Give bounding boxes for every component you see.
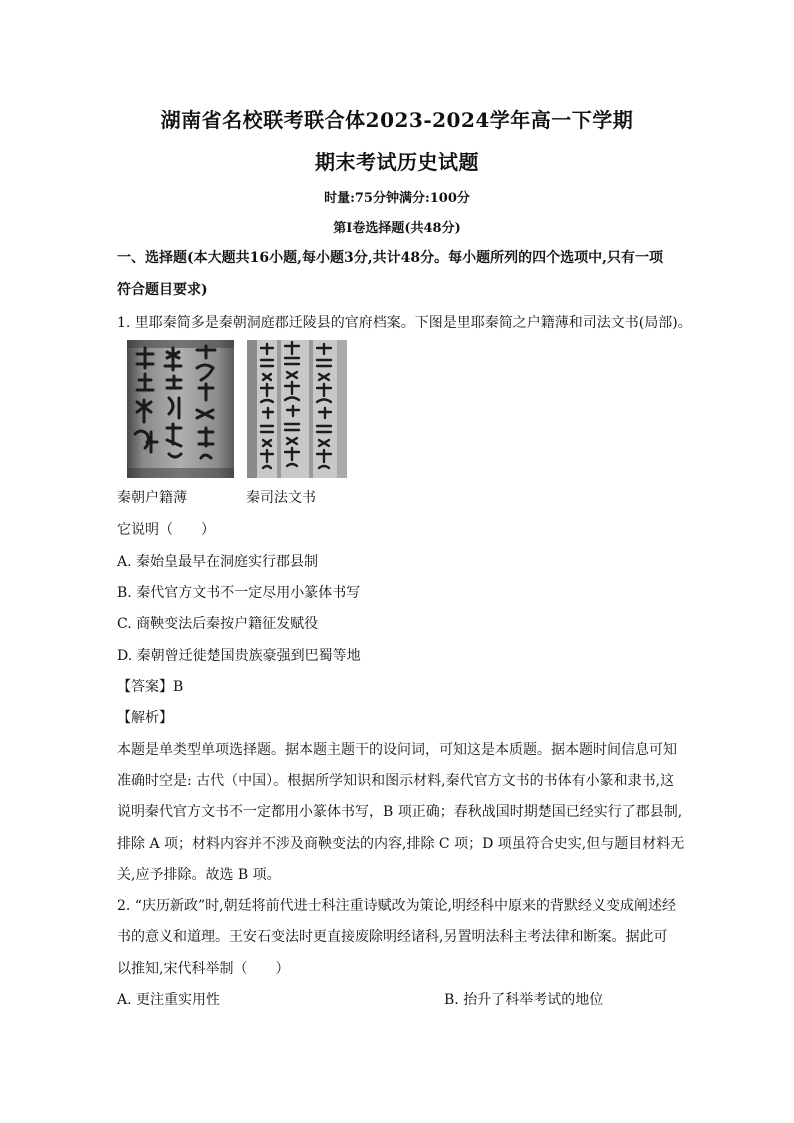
bamboo-slips-figure [127, 340, 349, 478]
household-register-slip-image [127, 340, 234, 478]
time-score-info: 时量:75分钟满分:100分 [324, 191, 470, 206]
analysis-line-2: 准确时空是: 古代（中国）。根据所学知识和图示材料,秦代官方文书的书体有小篆和隶书,这 [117, 773, 675, 789]
analysis-line-1: 本题是单类型单项选择题。据本题主题干的设问词，可知这是本质题。据本题时间信息可知 [117, 742, 677, 758]
analysis-line-4: 排除 A 项；材料内容并不涉及商鞅变法的内容,排除 C 项；D 项虽符合史实,但与题目材料无 [117, 836, 685, 852]
question-2-stem-line-2: 书的意义和道理。王安石变法时更直接废除明经诸科,另置明法科主考法律和断案。据此可 [117, 929, 668, 945]
analysis-line-3: 说明秦代官方文书不一定都用小篆体书写，B 项正确；春秋战国时期楚国已经实行了郡县制, [117, 804, 683, 820]
question-2-option-a: A. 更注重实用性 [117, 992, 221, 1008]
question-1-option-d: D. 秦朝曾迁徙楚国贵族豪强到巴蜀等地 [117, 648, 361, 664]
judicial-document-slip-image [247, 340, 347, 478]
question-2-stem-line-3: 以推知,宋代科举制（ ） [117, 961, 290, 977]
exam-subtitle: 期末考试历史试题 [315, 150, 479, 174]
exam-title: 湖南省名校联考联合体2023-2024学年高一下学期 [160, 108, 634, 132]
question-1-analysis-label: 【解析】 [117, 710, 173, 726]
question-1-option-c: C. 商鞅变法后秦按户籍征发赋役 [117, 616, 319, 632]
figure-caption-household-register: 秦朝户籍薄 [117, 490, 187, 506]
question-1-prompt: 它说明（ ） [117, 522, 215, 538]
figure-caption-judicial-document: 秦司法文书 [246, 490, 316, 506]
question-2-stem-line-1: 2. “庆历新政”时,朝廷将前代进士科注重诗赋改为策论,明经科中原来的背默经义变成阐述经 [117, 898, 677, 914]
question-1-answer: 【答案】B [117, 679, 184, 695]
question-1-stem: 1. 里耶秦简多是秦朝洞庭郡迁陵县的官府档案。下图是里耶秦简之户籍薄和司法文书(局部)。 [117, 315, 692, 331]
question-1-option-b: B. 秦代官方文书不一定尽用小篆体书写 [117, 585, 361, 601]
section-heading: 第I卷选择题(共48分) [333, 221, 461, 236]
analysis-line-5: 关,应予排除。故选 B 项。 [117, 867, 281, 883]
question-1-option-a: A. 秦始皇最早在洞庭实行郡县制 [117, 554, 319, 570]
instructions-line-1: 一、选择题(本大题共16小题,每小题3分,共计48分。每小题所列的四个选项中,只有一项 [117, 250, 663, 266]
instructions-line-2: 符合题目要求) [117, 282, 208, 298]
question-2-option-b: B. 抬升了科举考试的地位 [444, 992, 604, 1008]
